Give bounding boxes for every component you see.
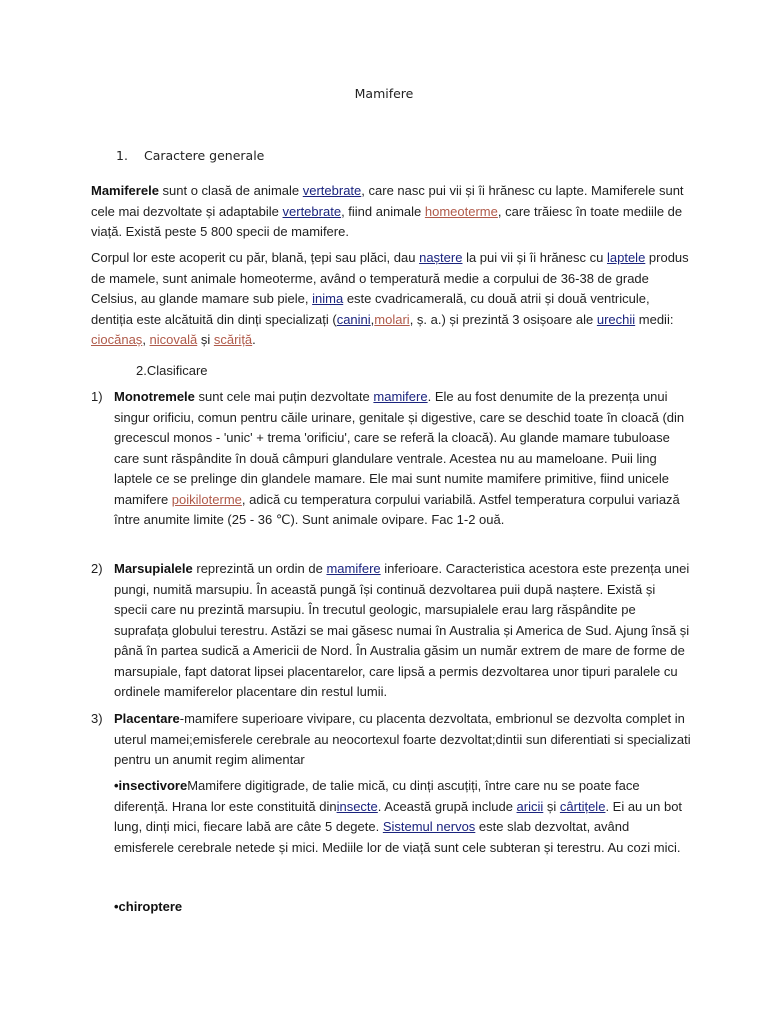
text: inferioare. Caracteristica acestora este prezența unei pungi, numită marsupiu. În această pungă își continuă dezvoltarea puii după naștere. Există și specii care nu prezintă marsupiu. În trecutul geologic, marsupialele erau larg răspândite pe suprafața globului terestru. Astăzi se mai găsesc numai în Australia și America de Sud. Ajung însă și până în partea sudică a Americii de Nord. În Australia găsim un număr extrem de mare de forme de marsupiale, fapt datorat lipsei placentarelor, care lipsă a permis dezvoltarea unor tipuri paralele cu ordinele mamiferelor placentare din restul lumii. <box>114 561 690 699</box>
link-poikiloterme[interactable]: poikiloterme <box>171 491 242 507</box>
bold-term: Mamiferele <box>91 183 159 198</box>
text: . Această grupă include <box>377 798 517 814</box>
bullet-insectivore <box>114 776 684 858</box>
section-heading-2: 2.Clasificare <box>136 363 208 378</box>
item-number: 1) <box>91 389 103 404</box>
text: produs de mamele, sunt animale homeoterme, având o temperatură medie a corpului de 36-38 de grade Celsius, au glande mamare sub piele, <box>91 250 689 306</box>
page-title: Mamifere <box>354 86 414 101</box>
paragraph-intro <box>91 181 691 243</box>
link-cartitele[interactable]: cârtițele <box>559 798 606 814</box>
link-ciocanas[interactable]: ciocănaș <box>91 332 143 347</box>
link-canini[interactable]: canini <box>336 311 371 327</box>
link-urechii[interactable]: urechii <box>596 311 636 327</box>
list-item-placentare <box>91 709 691 771</box>
link-molari[interactable]: molari <box>374 311 410 327</box>
text: , <box>142 332 150 347</box>
text: medii: <box>635 311 674 327</box>
link-vertebrate-2[interactable]: vertebrate <box>282 203 342 219</box>
section-label: Caractere generale <box>143 148 265 163</box>
link-sistemul-nervos[interactable]: Sistemul nervos <box>382 819 476 834</box>
item-number: 2) <box>91 561 103 576</box>
text: sunt o clasă de animale <box>158 183 303 198</box>
text: este slab dezvoltat, având emisferele cerebrale netede și mici. Mediile lor de viață sunt cele subteran și terestru. Au cozi mici. <box>114 819 681 855</box>
text: Mamifere digitigrade, de talie mică, cu dinți ascuțiți, între care nu se poate face diferență. Hrana lor este constituită din <box>114 778 640 814</box>
link-homeoterme[interactable]: homeoterme <box>424 203 498 219</box>
text: , care nasc pui vii și îi hrănesc cu lapte. Mamiferele sunt cele mai dezvoltate și adaptabile <box>91 183 684 219</box>
bold-term: •insectivore <box>114 778 188 793</box>
link-mamifere-2[interactable]: mamifere <box>326 561 381 576</box>
text: , <box>370 311 375 327</box>
section-number: 1. <box>116 148 128 163</box>
link-vertebrate[interactable]: vertebrate <box>302 183 362 198</box>
text: sunt cele mai puțin dezvoltate <box>194 389 374 404</box>
text: . <box>252 332 256 347</box>
text: , fiind animale <box>341 203 425 219</box>
list-item-marsupialele <box>91 559 691 703</box>
bold-term: Marsupialele <box>114 561 193 576</box>
text: reprezintă un ordin de <box>192 561 327 576</box>
text: Corpul lor este acoperit cu păr, blană, țepi sau plăci, dau <box>91 250 420 265</box>
text: la pui vii și îi hrănesc cu <box>462 250 607 265</box>
link-insecte[interactable]: insecte <box>336 798 378 814</box>
text: . Ele au fost denumite de la prezența unui singur orificiu, comun pentru căile urinare, genitale și digestive, care se deschid toate în cloacă (din grecescul monos - 'unic' + trema 'orificiu', care se referă la cloacă). Au glande mamare tubuloase care sunt răspândite în două câmpuri glandulare ventrale. Acestea nu au mameloane. Puii ling laptele ce se prelinge din glandele mamare. Ele mai sunt numite mamifere primitive, fiind unicele mamifere <box>114 389 685 507</box>
bullet-chiroptere <box>114 897 684 918</box>
link-inima[interactable]: inima <box>312 291 344 306</box>
link-nastere[interactable]: naștere <box>419 250 463 265</box>
text: . Ei au un bot lung, dinți mici, fiecare labă are câte 5 degete. <box>114 798 683 834</box>
section-heading-1 <box>116 148 264 163</box>
text: , adică cu temperatura corpului variabilă. Astfel temperatura corpului variază între anumite limite (25 - 36 ℃). Sunt animale ovipare. Fac 1-2 ouă. <box>114 491 680 527</box>
text: , care trăiesc în toate mediile de viață. Există peste 5 800 specii de mamifere. <box>91 203 683 239</box>
text: -mamifere superioare vivipare, cu placenta dezvoltata, embrionul se dezvolta complet in uterul mamei;emisferele cerebrale au neocortexul foarte dezvoltat;dintii sun diferentiati si specializati pentru un anumit regim alimentar <box>114 711 691 767</box>
list-item-monotremele <box>91 387 691 531</box>
bold-term: Monotremele <box>114 389 195 404</box>
bold-term: Placentare <box>114 711 180 726</box>
link-nicovala[interactable]: nicovală <box>149 332 198 347</box>
link-aricii[interactable]: aricii <box>516 798 544 814</box>
text: este cvadricamerală, cu două atrii și două ventricule, dentiția este alcătuită din dinți specializați ( <box>91 291 650 327</box>
link-laptele[interactable]: laptele <box>606 250 646 265</box>
paragraph-body <box>91 248 691 351</box>
text: și <box>543 798 560 814</box>
link-scarita[interactable]: scăriță <box>213 332 253 347</box>
text: , ș. a.) și prezintă 3 osișoare ale <box>409 311 597 327</box>
text: și <box>197 332 214 347</box>
link-mamifere[interactable]: mamifere <box>373 389 428 404</box>
bold-term: •chiroptere <box>114 899 183 914</box>
item-number: 3) <box>91 711 103 726</box>
